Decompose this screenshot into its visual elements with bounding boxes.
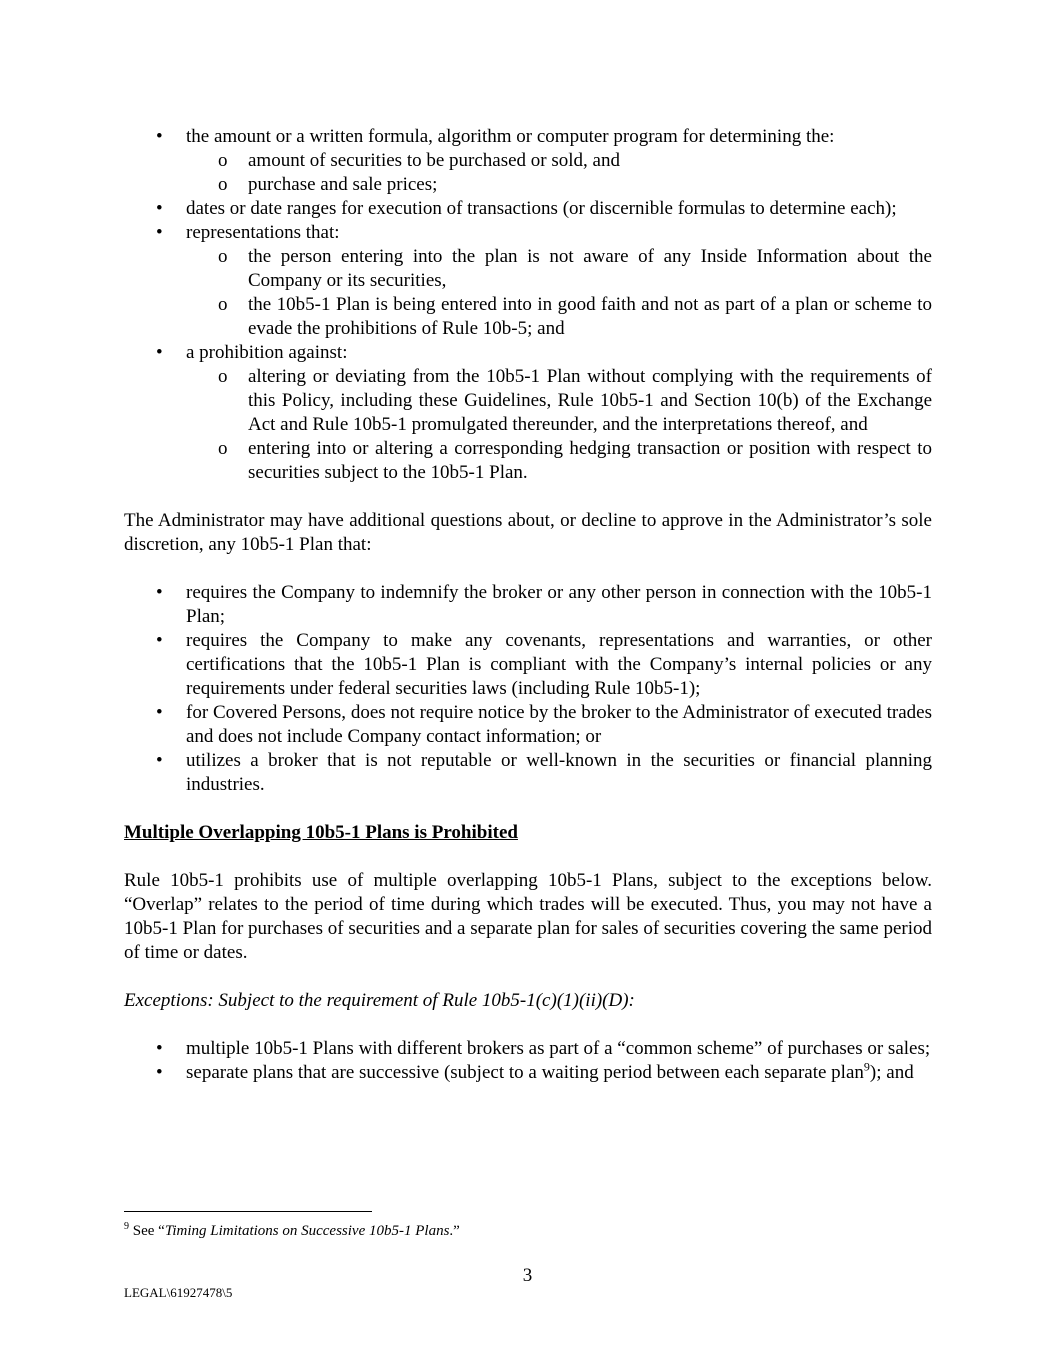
- list-item: • requires the Company to make any covenants, representations and warranties, or other certifications that the 10b5-1 Plan is compliant with the Company’s internal policies or any requirements under federal securities laws (including Rule 10b5-1);: [156, 630, 932, 699]
- plan-requirements-list: [124, 125, 932, 485]
- administrator-paragraph: The Administrator may have additional questions about, or decline to approve in the Administrator’s sole discretion, any 10b5-1 Plan that:: [124, 510, 932, 555]
- footnote-reference[interactable]: 9: [863, 1059, 870, 1074]
- list-item-text: representations that:: [186, 222, 340, 243]
- list-item: • requires the Company to indemnify the broker or any other person in connection with the 10b5-1 Plan;: [156, 582, 932, 627]
- bullet-icon: •: [156, 1062, 163, 1083]
- sub-list: [186, 149, 932, 197]
- page-number: 3: [522, 1265, 533, 1286]
- list-item: [124, 341, 932, 485]
- bullet-icon: •: [156, 582, 163, 603]
- bullet-icon: •: [156, 342, 163, 363]
- list-item: [124, 197, 932, 221]
- exceptions-intro: Exceptions: Subject to the requirement of Rule 10b5-1(c)(1)(ii)(D):: [124, 990, 635, 1011]
- list-item-text: a prohibition against:: [186, 342, 348, 363]
- list-item-text: dates or date ranges for execution of transactions (or discernible formulas to determine each);: [186, 198, 897, 219]
- sub-list-item: o purchase and sale prices;: [218, 174, 438, 195]
- sub-list-item: o the 10b5-1 Plan is being entered into in good faith and not as part of a plan or scheme to evade the prohibitions of Rule 10b-5; and: [218, 294, 932, 339]
- section-heading: Multiple Overlapping 10b5-1 Plans is Prohibited: [124, 822, 518, 843]
- bullet-icon: •: [156, 198, 163, 219]
- sub-bullet-icon: o: [218, 294, 228, 315]
- sub-bullet-icon: o: [218, 150, 228, 171]
- bullet-icon: •: [156, 702, 163, 723]
- sub-list-item: o amount of securities to be purchased or sold, and: [218, 150, 620, 171]
- overlap-paragraph: Rule 10b5-1 prohibits use of multiple overlapping 10b5-1 Plans, subject to the exceptions below. “Overlap” relates to the period of time during which trades will be executed. Thus, you may not have a 10b5-1 Plan for purchases of securities and a separate plan for sales of securities covering the same period of time or dates.: [124, 870, 932, 963]
- page-body: [124, 125, 932, 1085]
- footnote-title: Timing Limitations on Successive 10b5-1 Plans: [164, 1223, 450, 1239]
- sub-list: [186, 245, 932, 341]
- sub-list-item: o altering or deviating from the 10b5-1 Plan without complying with the requirements of this Policy, including these Guidelines, Rule 10b5-1 and Section 10(b) of the Exchange Act and Rule 10b5-1 promulgated thereunder, and the interpretations thereof, and: [218, 366, 932, 435]
- list-item: • multiple 10b5-1 Plans with different brokers as part of a “common scheme” of purchases or sales;: [156, 1038, 931, 1059]
- sub-list-item: o entering into or altering a corresponding hedging transaction or position with respect to securities subject to the 10b5-1 Plan.: [218, 438, 932, 483]
- bullet-icon: •: [156, 222, 163, 243]
- sub-list: [186, 365, 932, 485]
- list-item: [124, 125, 932, 197]
- bullet-icon: •: [156, 1038, 163, 1059]
- administrator-concerns-list: [124, 581, 932, 797]
- exceptions-list: [124, 1037, 932, 1085]
- footnote: $^9$ See “Timing Limitations on Successive 10b5-1 Plans.”: [124, 1221, 460, 1239]
- sub-bullet-icon: o: [218, 246, 228, 267]
- list-item: • utilizes a broker that is not reputable or well-known in the securities or financial planning industries.: [156, 750, 932, 795]
- document-id: LEGAL\61927478\5: [124, 1285, 233, 1300]
- list-item-text: the amount or a written formula, algorithm or computer program for determining the:: [186, 126, 835, 147]
- list-item: • separate plans that are successive (subject to a waiting period between each separate plan$^9$); and: [156, 1059, 914, 1083]
- footnote-number: 9: [124, 1221, 129, 1232]
- sub-bullet-icon: o: [218, 438, 228, 459]
- list-item: • for Covered Persons, does not require notice by the broker to the Administrator of executed trades and does not include Company contact information; or: [156, 702, 932, 747]
- sub-bullet-icon: o: [218, 366, 228, 387]
- list-item: [124, 221, 932, 341]
- bullet-icon: •: [156, 630, 163, 651]
- footnote-separator: [124, 1211, 372, 1212]
- sub-bullet-icon: o: [218, 174, 228, 195]
- bullet-icon: •: [156, 750, 163, 771]
- sub-list-item: o the person entering into the plan is not aware of any Inside Information about the Company or its securities,: [218, 246, 932, 291]
- bullet-icon: •: [156, 126, 163, 147]
